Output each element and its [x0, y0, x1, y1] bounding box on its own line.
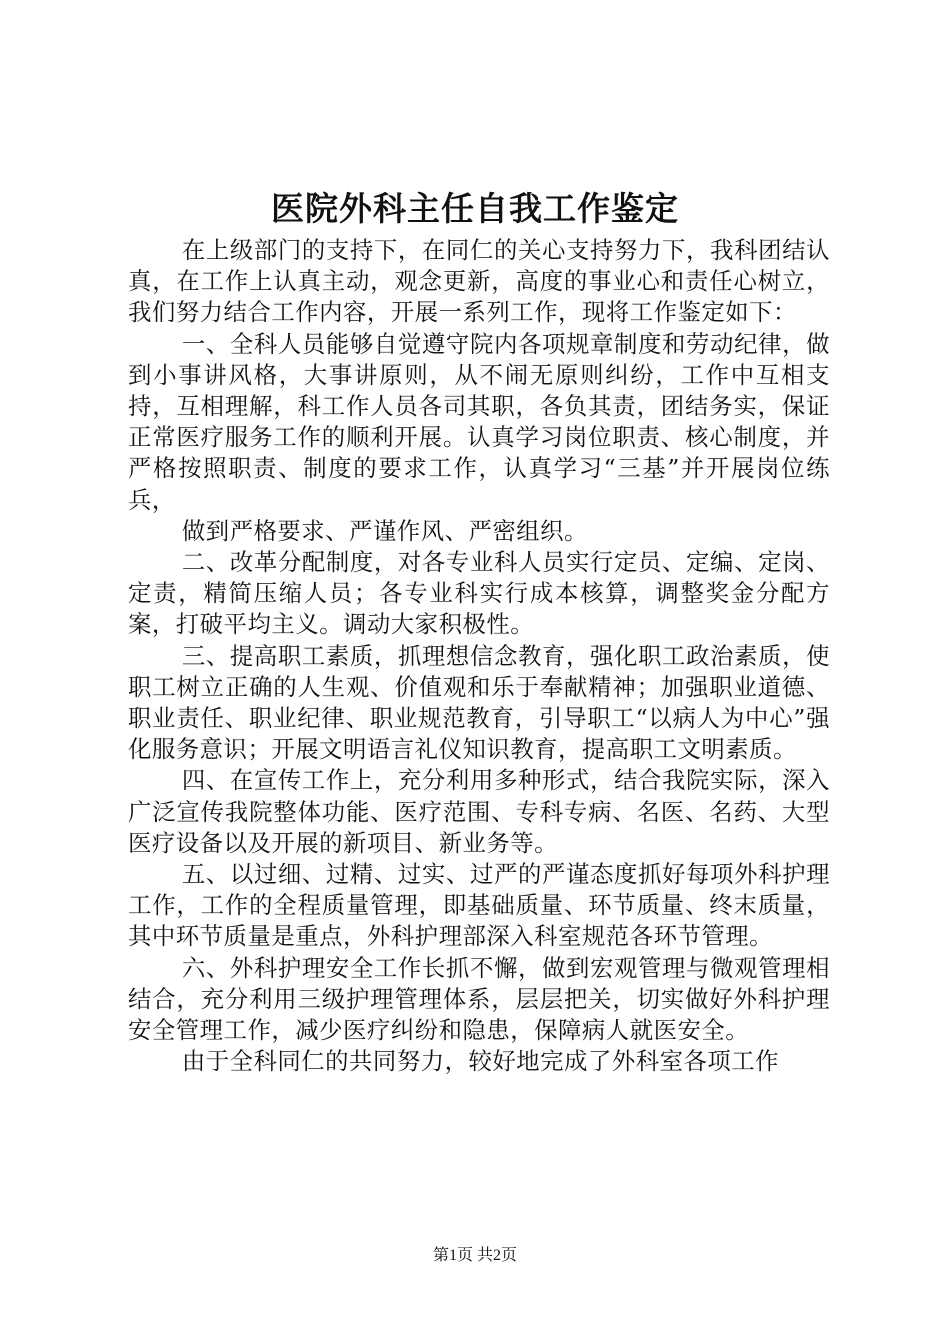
paragraph-intro: 在上级部门的支持下，在同仁的关心支持努力下，我科团结认真，在工作上认真主动，观念更新，高度的事业心和责任心树立，我们努力结合工作内容，开展一系列工作，现将工作鉴定如下： — [128, 236, 830, 327]
paragraph-3: 三、提高职工素质，抓理想信念教育，强化职工政治素质，使职工树立正确的人生观、价值观和乐于奉献精神；加强职业道德、职业责任、职业纪律、职业规范教育，引导职工“以病人为中心”强化服务意识；开展文明语言礼仪知识教育，提高职工文明素质。 — [128, 641, 830, 764]
paragraph-6: 六、外科护理安全工作长抓不懈，做到宏观管理与微观管理相结合，充分利用三级护理管理体系，层层把关，切实做好外科护理安全管理工作，减少医疗纠纷和隐患，保障病人就医安全。 — [128, 953, 830, 1045]
document-title: 医院外科主任自我工作鉴定 — [271, 189, 679, 228]
paragraph-2: 二、改革分配制度，对各专业科人员实行定员、定编、定岗、定责，精简压缩人员；各专业科实行成本核算，调整奖金分配方案，打破平均主义。调动大家积极性。 — [128, 548, 830, 639]
document-body — [128, 235, 830, 1077]
paragraph-conclusion: 由于全科同仁的共同努力，较好地完成了外科室各项工作 — [181, 1047, 780, 1076]
paragraph-5: 五、以过细、过精、过实、过严的严谨态度抓好每项外科护理工作，工作的全程质量管理，即基础质量、环节质量、终末质量，其中环节质量是重点，外科护理部深入科室规范各环节管理。 — [128, 860, 830, 951]
paragraph-1: 一、全科人员能够自觉遵守院内各项规章制度和劳动纪律，做到小事讲风格，大事讲原则，从不闹无原则纠纷，工作中互相支持，互相理解，科工作人员各司其职，各负其责，团结务实，保证正常医疗服务工作的顺利开展。认真学习岗位职责、核心制度，并严格按照职责、制度的要求工作，认真学习“三基”并开展岗位练兵， — [128, 329, 830, 514]
page-number-footer: 第1页 共2页 — [432, 1247, 517, 1264]
paragraph-1-continued: 做到严格要求、严谨作风、严密组织。 — [181, 516, 588, 545]
paragraph-4: 四、在宣传工作上，充分利用多种形式，结合我院实际，深入广泛宣传我院整体功能、医疗范围、专科专病、名医、名药、大型医疗设备以及开展的新项目、新业务等。 — [128, 766, 830, 857]
